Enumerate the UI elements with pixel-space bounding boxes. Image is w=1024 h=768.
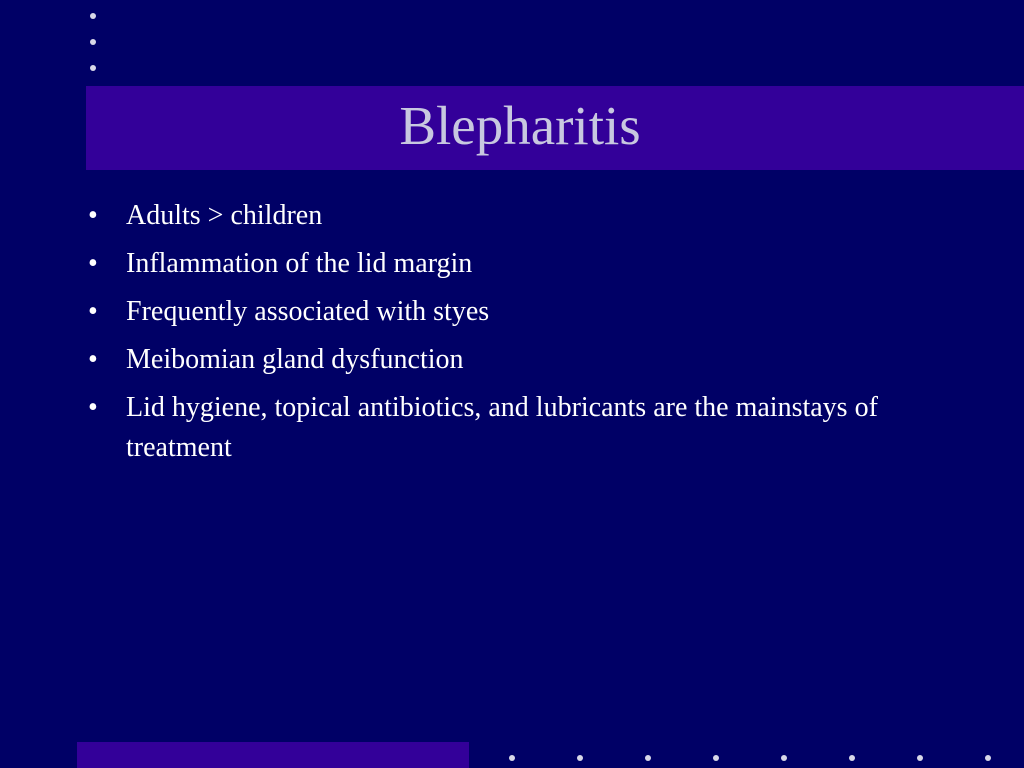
- bullet-item: [86, 244, 946, 284]
- decorative-dot: [90, 13, 96, 19]
- decorative-dot: [509, 755, 515, 761]
- decorative-dot: [849, 755, 855, 761]
- bullet-text: Meibomian gland dysfunction: [126, 344, 464, 375]
- decorative-dot: [985, 755, 991, 761]
- decorative-dot: [577, 755, 583, 761]
- slide-title: Blepharitis: [399, 95, 641, 156]
- decorative-dot: [713, 755, 719, 761]
- decorative-dot: [917, 755, 923, 761]
- bullet-text: Lid hygiene, topical antibiotics, and lubricants are the mainstays of treatment: [126, 392, 878, 463]
- decorative-dot: [781, 755, 787, 761]
- bullet-marker: •: [88, 248, 98, 279]
- footer-bar: [77, 742, 469, 768]
- bullet-item: [86, 340, 946, 380]
- bullet-marker: •: [88, 392, 98, 423]
- decorative-dot: [90, 39, 96, 45]
- bullet-list: [86, 196, 946, 476]
- bullet-item: [86, 196, 946, 236]
- bullet-text: Inflammation of the lid margin: [126, 248, 473, 279]
- bullet-text: Frequently associated with styes: [126, 296, 490, 327]
- decorative-dot: [645, 755, 651, 761]
- decorative-dot: [90, 65, 96, 71]
- bullet-item: [86, 388, 946, 468]
- bullet-marker: •: [88, 296, 98, 327]
- bullet-marker: •: [88, 344, 98, 375]
- bullet-text: Adults > children: [126, 200, 323, 231]
- bullet-marker: •: [88, 200, 98, 231]
- bullet-item: [86, 292, 946, 332]
